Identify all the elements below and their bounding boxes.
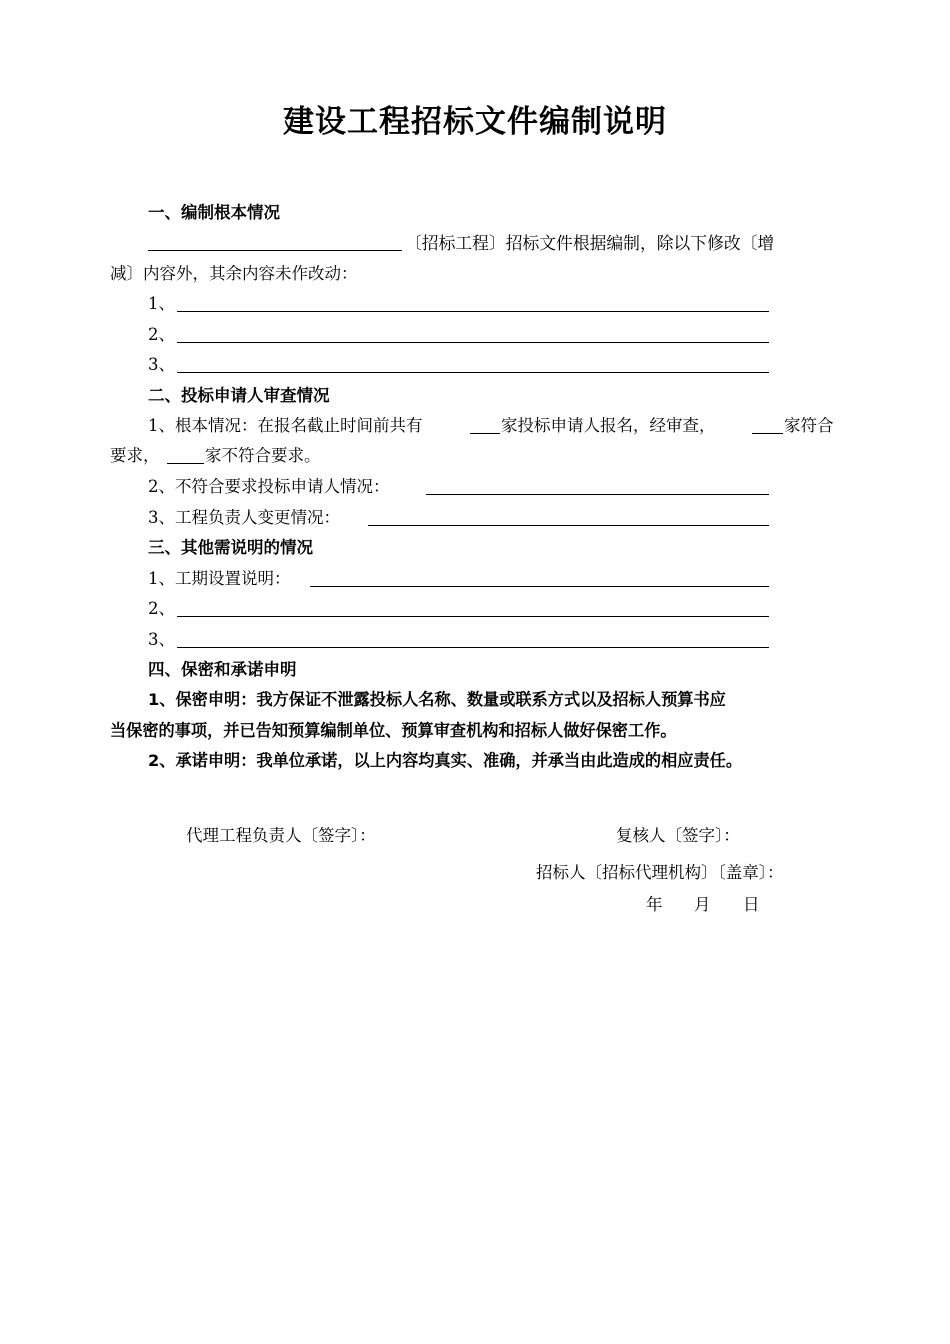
section3-item2-blank[interactable] [177, 616, 769, 617]
section2-item3-blank[interactable] [368, 525, 769, 526]
section1-item3-label: 3、 [148, 355, 175, 374]
project-name-blank[interactable] [148, 250, 402, 251]
agent-leader-signature[interactable]: 代理工程负责人〔签字〕： [186, 826, 376, 845]
confidentiality-line2: 当保密的事项，并已告知预算编制单位、预算审查机构和招标人做好保密工作。 [110, 721, 677, 740]
section3-item1-blank[interactable] [310, 586, 769, 587]
unqualified-count-blank[interactable] [167, 463, 204, 464]
section1-item3-blank[interactable] [177, 372, 769, 373]
confidentiality-line1: 1、保密申明：我方保证不泄露投标人名称、数量或联系方式以及招标人预算书应 [148, 690, 726, 709]
section2-item2-blank[interactable] [426, 494, 769, 495]
section2-item3-label: 3、工程负责人变更情况： [148, 508, 340, 527]
section1-item2-blank[interactable] [177, 342, 769, 343]
section2-basic-part5: 家不符合要求。 [205, 446, 321, 465]
section2-basic-part3: 家符合 [784, 416, 834, 435]
section2-basic-part4: 要求， [110, 446, 160, 465]
tenderer-seal[interactable]: 招标人〔招标代理机构〕〔盖章〕： [536, 863, 784, 882]
section2-heading: 二、投标申请人审查情况 [148, 386, 330, 405]
section4-heading: 四、保密和承诺申明 [148, 660, 297, 679]
section3-item1-label: 1、工期设置说明： [148, 569, 291, 588]
page-title: 建设工程招标文件编制说明 [283, 104, 667, 140]
section2-basic-part2: 家投标申请人报名，经审查， [501, 416, 716, 435]
section3-item3-blank[interactable] [177, 647, 769, 648]
date-month: 月 [694, 895, 711, 914]
section3-item3-label: 3、 [148, 630, 175, 649]
section1-item1-blank[interactable] [177, 311, 769, 312]
date-year: 年 [646, 895, 663, 914]
section3-heading: 三、其他需说明的情况 [148, 538, 313, 557]
section1-heading: 一、编制根本情况 [148, 203, 280, 222]
commitment-statement: 2、承诺申明：我单位承诺，以上内容均真实、准确，并承当由此造成的相应责任。 [148, 751, 743, 770]
section1-intro-line1: 〔招标工程〕招标文件根据编制，除以下修改〔增 [405, 233, 775, 253]
registered-count-blank[interactable] [470, 433, 500, 434]
qualified-count-blank[interactable] [752, 433, 783, 434]
section1-intro-line2: 减〕内容外，其余内容未作改动： [110, 264, 358, 283]
section2-item2-label: 2、不符合要求投标申请人情况： [148, 477, 390, 496]
section1-item1-label: 1、 [148, 294, 175, 313]
section1-item2-label: 2、 [148, 325, 175, 344]
reviewer-signature[interactable]: 复核人〔签字〕： [616, 826, 740, 845]
date-day: 日 [743, 895, 760, 914]
section2-basic-part1: 1、根本情况：在报名截止时间前共有 [148, 416, 423, 435]
section3-item2-label: 2、 [148, 599, 175, 618]
